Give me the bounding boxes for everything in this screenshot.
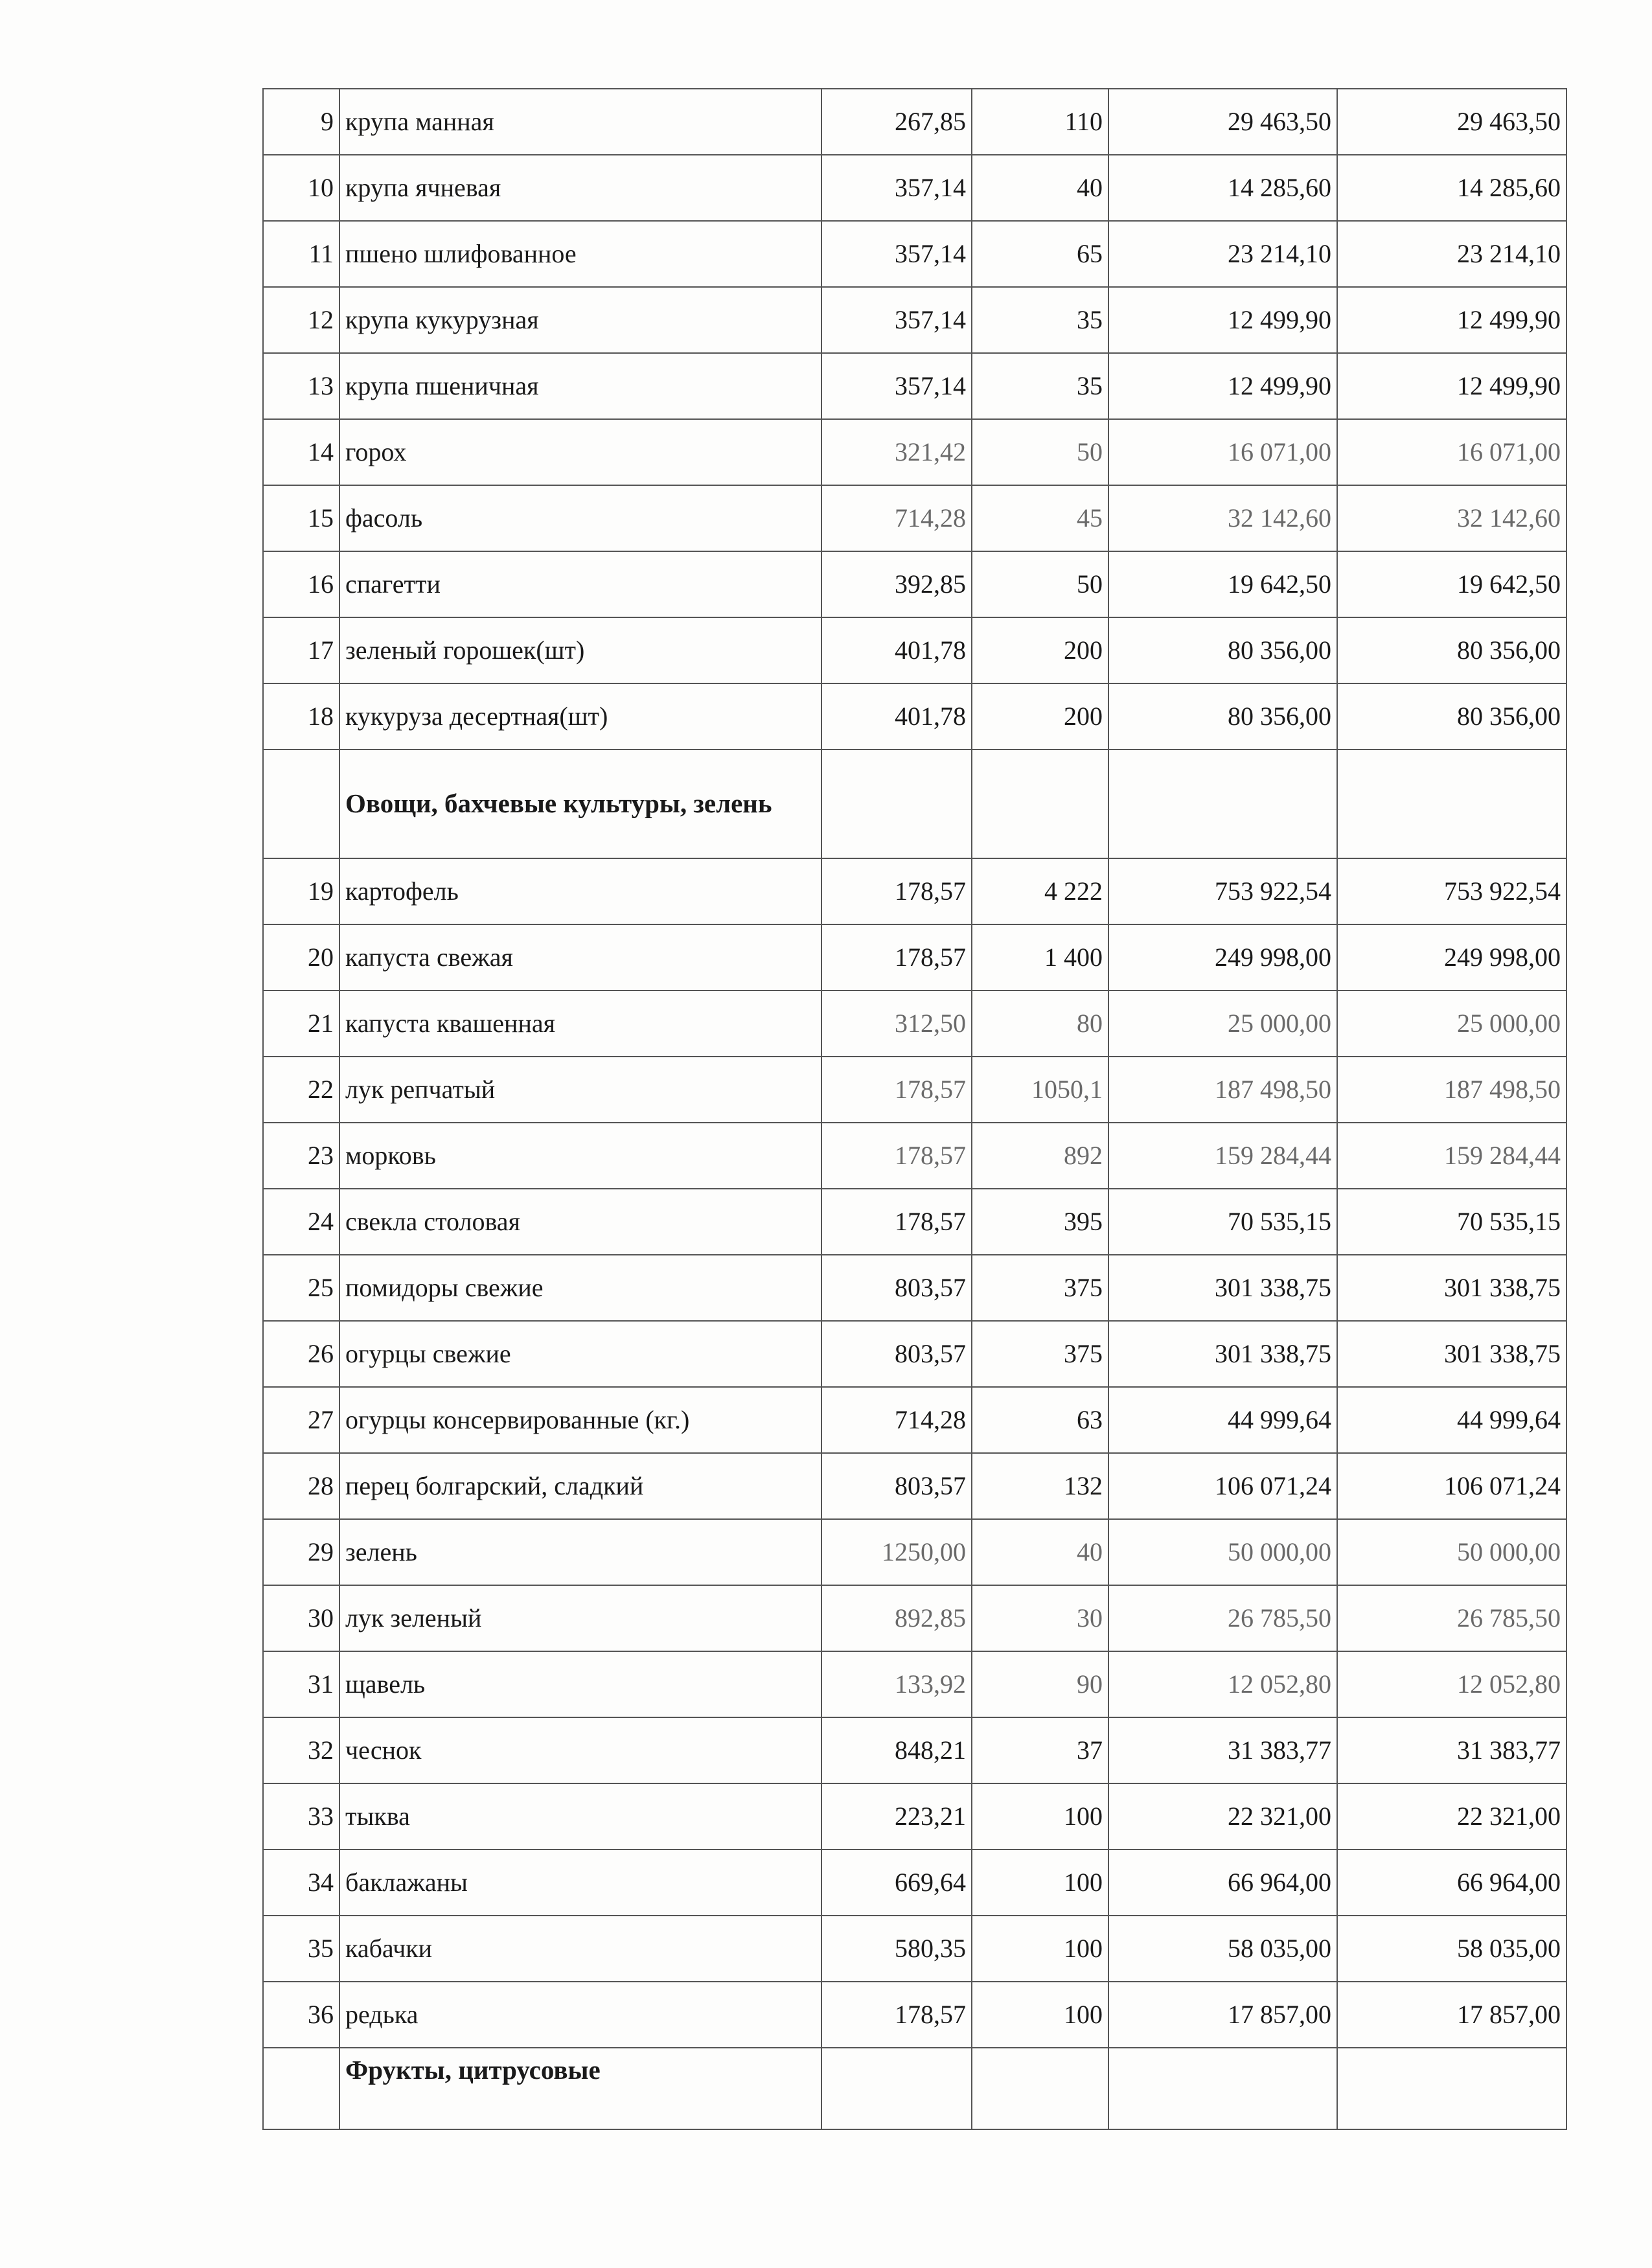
row-number-cell: 34 [263,1850,339,1916]
quantity-cell: 35 [972,353,1108,419]
unit-price-cell: 714,28 [821,1387,972,1453]
empty-cell [821,2048,972,2129]
item-name-cell: фасоль [339,485,821,551]
item-name-cell: крупа ячневая [339,155,821,221]
total-amount-cell: 25 000,00 [1337,991,1566,1057]
total-amount-cell: 159 284,44 [1337,1123,1566,1189]
price-table-body [263,89,1566,2129]
item-name-cell: щавель [339,1651,821,1717]
row-number-cell: 11 [263,221,339,287]
row-number-cell: 19 [263,858,339,924]
total-amount-cell: 50 000,00 [1337,1519,1566,1585]
item-name-cell: огурцы консервированные (кг.) [339,1387,821,1453]
table-row [263,683,1566,750]
table-row [263,1519,1566,1585]
sum-amount-cell: 22 321,00 [1108,1783,1337,1850]
sum-amount-cell: 80 356,00 [1108,683,1337,750]
section-title: Овощи, бахчевые культуры, зелень [339,750,821,858]
sum-amount-cell: 80 356,00 [1108,617,1337,683]
total-amount-cell: 44 999,64 [1337,1387,1566,1453]
table-row [263,155,1566,221]
table-row [263,419,1566,485]
quantity-cell: 100 [972,1916,1108,1982]
table-row [263,858,1566,924]
total-amount-cell: 12 052,80 [1337,1651,1566,1717]
sum-amount-cell: 29 463,50 [1108,89,1337,155]
section-title: Фрукты, цитрусовые [339,2048,821,2129]
empty-cell [263,750,339,858]
row-number-cell: 13 [263,353,339,419]
total-amount-cell: 16 071,00 [1337,419,1566,485]
sum-amount-cell: 12 499,90 [1108,353,1337,419]
item-name-cell: свекла столовая [339,1189,821,1255]
table-row [263,1783,1566,1850]
empty-cell [1108,2048,1337,2129]
item-name-cell: чеснок [339,1717,821,1783]
quantity-cell: 50 [972,419,1108,485]
quantity-cell: 37 [972,1717,1108,1783]
sum-amount-cell: 301 338,75 [1108,1321,1337,1387]
table-row [263,89,1566,155]
unit-price-cell: 848,21 [821,1717,972,1783]
total-amount-cell: 249 998,00 [1337,924,1566,991]
table-row [263,1387,1566,1453]
quantity-cell: 50 [972,551,1108,617]
quantity-cell: 200 [972,617,1108,683]
unit-price-cell: 1250,00 [821,1519,972,1585]
row-number-cell: 15 [263,485,339,551]
empty-cell [1337,2048,1566,2129]
row-number-cell: 12 [263,287,339,353]
quantity-cell: 100 [972,1850,1108,1916]
item-name-cell: редька [339,1982,821,2048]
table-row [263,991,1566,1057]
row-number-cell: 31 [263,1651,339,1717]
item-name-cell: пшено шлифованное [339,221,821,287]
total-amount-cell: 14 285,60 [1337,155,1566,221]
item-name-cell: кукуруза десертная(шт) [339,683,821,750]
unit-price-cell: 357,14 [821,353,972,419]
table-row [263,1850,1566,1916]
row-number-cell: 17 [263,617,339,683]
sum-amount-cell: 70 535,15 [1108,1189,1337,1255]
table-row [263,1189,1566,1255]
empty-cell [972,750,1108,858]
total-amount-cell: 80 356,00 [1337,617,1566,683]
unit-price-cell: 267,85 [821,89,972,155]
quantity-cell: 132 [972,1453,1108,1519]
total-amount-cell: 26 785,50 [1337,1585,1566,1651]
table-row [263,1916,1566,1982]
sum-amount-cell: 12 052,80 [1108,1651,1337,1717]
table-row [263,1057,1566,1123]
unit-price-cell: 401,78 [821,617,972,683]
table-row [263,1453,1566,1519]
sum-amount-cell: 32 142,60 [1108,485,1337,551]
sum-amount-cell: 159 284,44 [1108,1123,1337,1189]
sum-amount-cell: 17 857,00 [1108,1982,1337,2048]
item-name-cell: баклажаны [339,1850,821,1916]
item-name-cell: картофель [339,858,821,924]
table-row [263,221,1566,287]
table-row [263,1717,1566,1783]
total-amount-cell: 106 071,24 [1337,1453,1566,1519]
total-amount-cell: 31 383,77 [1337,1717,1566,1783]
sum-amount-cell: 31 383,77 [1108,1717,1337,1783]
empty-cell [1337,750,1566,858]
quantity-cell: 395 [972,1189,1108,1255]
sum-amount-cell: 58 035,00 [1108,1916,1337,1982]
unit-price-cell: 803,57 [821,1321,972,1387]
table-row [263,353,1566,419]
unit-price-cell: 312,50 [821,991,972,1057]
quantity-cell: 80 [972,991,1108,1057]
unit-price-cell: 178,57 [821,1057,972,1123]
total-amount-cell: 301 338,75 [1337,1255,1566,1321]
sum-amount-cell: 187 498,50 [1108,1057,1337,1123]
row-number-cell: 23 [263,1123,339,1189]
row-number-cell: 28 [263,1453,339,1519]
unit-price-cell: 357,14 [821,221,972,287]
quantity-cell: 100 [972,1783,1108,1850]
row-number-cell: 36 [263,1982,339,2048]
sum-amount-cell: 66 964,00 [1108,1850,1337,1916]
sum-amount-cell: 19 642,50 [1108,551,1337,617]
unit-price-cell: 178,57 [821,858,972,924]
row-number-cell: 22 [263,1057,339,1123]
table-row [263,1321,1566,1387]
unit-price-cell: 357,14 [821,287,972,353]
unit-price-cell: 803,57 [821,1453,972,1519]
total-amount-cell: 17 857,00 [1337,1982,1566,2048]
quantity-cell: 4 222 [972,858,1108,924]
total-amount-cell: 22 321,00 [1337,1783,1566,1850]
sum-amount-cell: 25 000,00 [1108,991,1337,1057]
total-amount-cell: 12 499,90 [1337,287,1566,353]
table-row [263,1123,1566,1189]
quantity-cell: 1050,1 [972,1057,1108,1123]
item-name-cell: крупа манная [339,89,821,155]
unit-price-cell: 580,35 [821,1916,972,1982]
quantity-cell: 1 400 [972,924,1108,991]
unit-price-cell: 178,57 [821,924,972,991]
empty-cell [972,2048,1108,2129]
unit-price-cell: 178,57 [821,1123,972,1189]
item-name-cell: крупа кукурузная [339,287,821,353]
quantity-cell: 63 [972,1387,1108,1453]
section-header-row [263,2048,1566,2129]
row-number-cell: 10 [263,155,339,221]
item-name-cell: огурцы свежие [339,1321,821,1387]
unit-price-cell: 803,57 [821,1255,972,1321]
quantity-cell: 45 [972,485,1108,551]
sum-amount-cell: 50 000,00 [1108,1519,1337,1585]
quantity-cell: 200 [972,683,1108,750]
total-amount-cell: 19 642,50 [1337,551,1566,617]
section-header-row [263,750,1566,858]
total-amount-cell: 29 463,50 [1337,89,1566,155]
unit-price-cell: 178,57 [821,1189,972,1255]
quantity-cell: 35 [972,287,1108,353]
row-number-cell: 18 [263,683,339,750]
row-number-cell: 30 [263,1585,339,1651]
quantity-cell: 65 [972,221,1108,287]
quantity-cell: 30 [972,1585,1108,1651]
sum-amount-cell: 44 999,64 [1108,1387,1337,1453]
sum-amount-cell: 16 071,00 [1108,419,1337,485]
item-name-cell: зелень [339,1519,821,1585]
total-amount-cell: 70 535,15 [1337,1189,1566,1255]
row-number-cell: 29 [263,1519,339,1585]
table-row [263,1255,1566,1321]
item-name-cell: крупа пшеничная [339,353,821,419]
table-row [263,485,1566,551]
quantity-cell: 100 [972,1982,1108,2048]
row-number-cell: 14 [263,419,339,485]
row-number-cell: 33 [263,1783,339,1850]
total-amount-cell: 301 338,75 [1337,1321,1566,1387]
row-number-cell: 25 [263,1255,339,1321]
empty-cell [263,2048,339,2129]
quantity-cell: 40 [972,155,1108,221]
sum-amount-cell: 249 998,00 [1108,924,1337,991]
total-amount-cell: 23 214,10 [1337,221,1566,287]
total-amount-cell: 12 499,90 [1337,353,1566,419]
table-row [263,1651,1566,1717]
total-amount-cell: 32 142,60 [1337,485,1566,551]
table-row [263,1585,1566,1651]
table-row [263,551,1566,617]
table-row [263,287,1566,353]
total-amount-cell: 58 035,00 [1337,1916,1566,1982]
row-number-cell: 32 [263,1717,339,1783]
item-name-cell: горох [339,419,821,485]
unit-price-cell: 392,85 [821,551,972,617]
sum-amount-cell: 26 785,50 [1108,1585,1337,1651]
quantity-cell: 375 [972,1321,1108,1387]
unit-price-cell: 669,64 [821,1850,972,1916]
sum-amount-cell: 23 214,10 [1108,221,1337,287]
sum-amount-cell: 301 338,75 [1108,1255,1337,1321]
sum-amount-cell: 753 922,54 [1108,858,1337,924]
price-table [262,88,1567,2130]
unit-price-cell: 321,42 [821,419,972,485]
quantity-cell: 110 [972,89,1108,155]
total-amount-cell: 187 498,50 [1337,1057,1566,1123]
quantity-cell: 90 [972,1651,1108,1717]
item-name-cell: тыква [339,1783,821,1850]
item-name-cell: морковь [339,1123,821,1189]
table-row [263,617,1566,683]
unit-price-cell: 714,28 [821,485,972,551]
quantity-cell: 375 [972,1255,1108,1321]
unit-price-cell: 892,85 [821,1585,972,1651]
total-amount-cell: 753 922,54 [1337,858,1566,924]
row-number-cell: 16 [263,551,339,617]
unit-price-cell: 401,78 [821,683,972,750]
unit-price-cell: 357,14 [821,155,972,221]
sum-amount-cell: 12 499,90 [1108,287,1337,353]
row-number-cell: 27 [263,1387,339,1453]
empty-cell [821,750,972,858]
unit-price-cell: 178,57 [821,1982,972,2048]
item-name-cell: кабачки [339,1916,821,1982]
table-row [263,924,1566,991]
item-name-cell: зеленый горошек(шт) [339,617,821,683]
item-name-cell: лук репчатый [339,1057,821,1123]
sum-amount-cell: 14 285,60 [1108,155,1337,221]
row-number-cell: 26 [263,1321,339,1387]
row-number-cell: 20 [263,924,339,991]
unit-price-cell: 133,92 [821,1651,972,1717]
row-number-cell: 35 [263,1916,339,1982]
item-name-cell: перец болгарский, сладкий [339,1453,821,1519]
empty-cell [1108,750,1337,858]
item-name-cell: капуста квашенная [339,991,821,1057]
item-name-cell: помидоры свежие [339,1255,821,1321]
table-row [263,1982,1566,2048]
sum-amount-cell: 106 071,24 [1108,1453,1337,1519]
row-number-cell: 9 [263,89,339,155]
item-name-cell: капуста свежая [339,924,821,991]
row-number-cell: 24 [263,1189,339,1255]
quantity-cell: 892 [972,1123,1108,1189]
row-number-cell: 21 [263,991,339,1057]
quantity-cell: 40 [972,1519,1108,1585]
unit-price-cell: 223,21 [821,1783,972,1850]
item-name-cell: спагетти [339,551,821,617]
total-amount-cell: 80 356,00 [1337,683,1566,750]
item-name-cell: лук зеленый [339,1585,821,1651]
total-amount-cell: 66 964,00 [1337,1850,1566,1916]
